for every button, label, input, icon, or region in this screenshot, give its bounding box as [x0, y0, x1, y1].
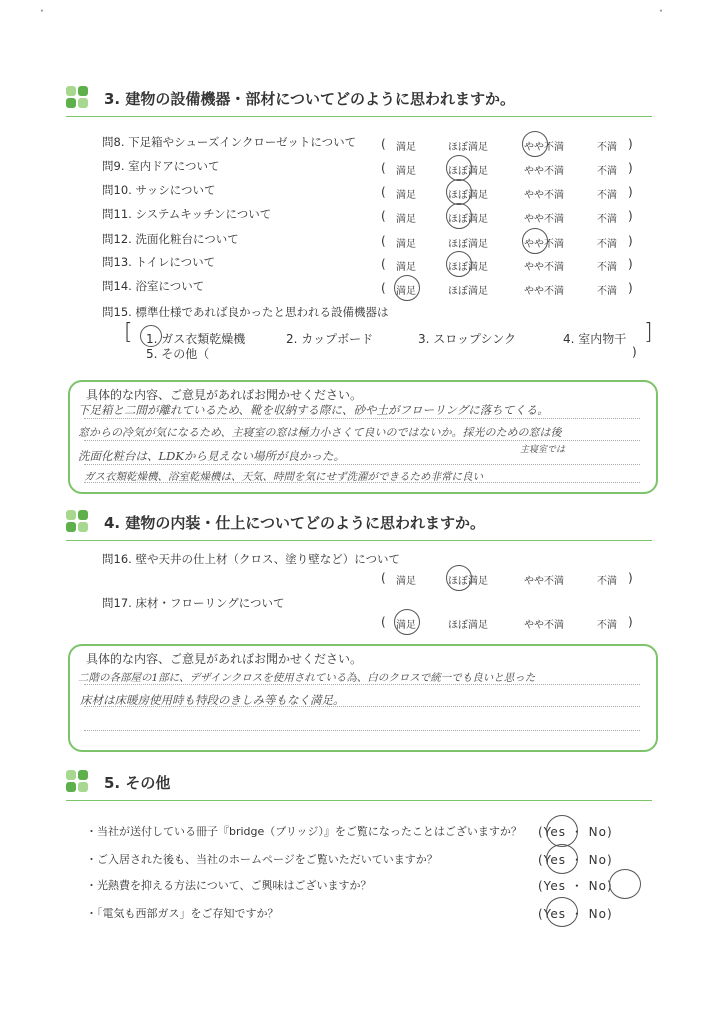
s4-row-0-option-2[interactable]: やや不満: [524, 576, 564, 587]
section-3-title: 3. 建物の設備機器・部材についてどのように思われますか。: [104, 90, 516, 108]
s3-row-5-paren-close: ): [628, 257, 633, 271]
s4-row-1-option-1[interactable]: ほぼ満足: [448, 620, 488, 631]
section-4-title: 4. 建物の内装・仕上についてどのように思われますか。: [104, 514, 486, 532]
answer-3-no-mark: [609, 869, 641, 899]
dotted-line: [84, 418, 640, 419]
s3-row-5-option-2[interactable]: やや不満: [524, 262, 564, 273]
question-11-label: 問11. システムキッチンについて: [102, 207, 272, 221]
section-4-comment-box[interactable]: [68, 644, 658, 752]
s3-row-3-option-3[interactable]: 不満: [597, 214, 617, 225]
q15-option-5-close: ): [632, 345, 637, 359]
s4-row-0-paren-open: (: [381, 571, 386, 585]
q15-option-1[interactable]: 1. ガス衣類乾燥機: [146, 332, 246, 346]
s3-row-6-paren-open: (: [381, 281, 386, 295]
question-16-label: 問16. 壁や天井の仕上材（クロス、塗り壁など）について: [102, 552, 401, 566]
s3-row-4-option-1[interactable]: ほぼ満足: [448, 239, 488, 250]
s3-row-3-option-2[interactable]: やや不満: [524, 214, 564, 225]
s4-row-0-paren-close: ): [628, 571, 633, 585]
q15-option-5[interactable]: 5. その他（: [146, 347, 210, 361]
question-9-label: 問9. 室内ドアについて: [102, 159, 220, 173]
s3-row-6-option-1[interactable]: ほぼ満足: [448, 286, 488, 297]
s4-row-0-option-1[interactable]: ほぼ満足: [448, 576, 488, 587]
section-3-header: [66, 86, 652, 117]
s3-row-0-option-2[interactable]: やや不満: [524, 142, 564, 153]
section-3-comment-box[interactable]: [68, 380, 658, 494]
clover-icon: [66, 510, 92, 536]
comment-box-title: 具体的な内容、ご意見があればお聞かせください。: [86, 652, 363, 666]
s3-row-4-option-0[interactable]: 満足: [396, 239, 416, 250]
answer-1-yes-mark: [546, 815, 578, 847]
s3-row-3-selected-mark: [446, 203, 472, 229]
s3-row-0-option-0[interactable]: 満足: [396, 142, 416, 153]
s3-row-0-paren-open: (: [381, 137, 386, 151]
s4-row-1-option-0[interactable]: 満足: [396, 620, 416, 631]
s3-row-5-paren-open: (: [381, 257, 386, 271]
s3-row-1-selected-mark: [446, 155, 472, 181]
q15-bracket-right: ]: [644, 320, 653, 345]
s3-row-4-paren-open: (: [381, 234, 386, 248]
section-5-question-1: ・当社が送付している冊子『bridge（ブリッジ）』をご覧になったことはございますか？: [86, 825, 522, 838]
s3-row-2-option-0[interactable]: 満足: [396, 190, 416, 201]
s4-row-1-paren-open: (: [381, 615, 386, 629]
handwritten-comment-line-1: 二階の各部屋の1部に、デザインクロスを使用されている為、白のクロスで統一でも良いと思った: [78, 672, 536, 684]
s3-row-3-paren-close: ): [628, 209, 633, 223]
s4-row-0-option-0[interactable]: 満足: [396, 576, 416, 587]
s3-row-1-paren-close: ): [628, 161, 633, 175]
section-5-answer-3[interactable]: (Yes ・ No): [538, 879, 613, 893]
s3-row-1-option-2[interactable]: やや不満: [524, 166, 564, 177]
comment-box-title: 具体的な内容、ご意見があればお聞かせください。: [86, 388, 363, 402]
answer-4-yes-mark: [546, 897, 578, 927]
s3-row-5-option-0[interactable]: 満足: [396, 262, 416, 273]
section-5-title: 5. その他: [104, 774, 171, 792]
s3-row-1-paren-open: (: [381, 161, 386, 175]
s3-row-6-paren-close: ): [628, 281, 633, 295]
question-14-label: 問14. 浴室について: [102, 279, 205, 293]
s3-row-6-option-2[interactable]: やや不満: [524, 286, 564, 297]
page-marker-right: ・: [655, 4, 668, 18]
section-5-header: [66, 770, 652, 801]
handwritten-comment-line-4: ガス衣類乾燥機、浴室乾燥機は、天気、時間を気にせず洗濯ができるため非常に良い: [84, 471, 483, 483]
q15-option-2[interactable]: 2. カップボード: [286, 332, 374, 346]
question-12-label: 問12. 洗面化粧台について: [102, 232, 239, 246]
s3-row-2-option-3[interactable]: 不満: [597, 190, 617, 201]
s4-row-1-option-2[interactable]: やや不満: [524, 620, 564, 631]
page-marker-left: ・: [36, 4, 49, 18]
s3-row-0-option-3[interactable]: 不満: [597, 142, 617, 153]
q15-option-3[interactable]: 3. スロップシンク: [418, 332, 517, 346]
handwritten-comment-line-3: 洗面化粧台は、LDKから見えない場所が良かった。: [78, 449, 345, 463]
s3-row-5-option-1[interactable]: ほぼ満足: [448, 262, 488, 273]
q15-selected-mark: [140, 325, 162, 347]
section-5-answer-1[interactable]: (Yes ・ No): [538, 825, 613, 839]
question-10-label: 問10. サッシについて: [102, 183, 216, 197]
handwritten-comment-note: 主寝室では: [520, 445, 566, 455]
s3-row-1-option-0[interactable]: 満足: [396, 166, 416, 177]
q15-bracket-left: [: [124, 320, 133, 345]
handwritten-comment-line-2: 窓からの冷気が気になるため、主寝室の窓は極力小さくて良いのではないか。採光のための窓は後: [78, 426, 562, 439]
section-5-question-3: ・光熱費を抑える方法について、ご興味はございますか？: [86, 879, 372, 892]
s3-row-4-option-3[interactable]: 不満: [597, 239, 617, 250]
s3-row-2-paren-close: ): [628, 185, 633, 199]
s3-row-5-option-3[interactable]: 不満: [597, 262, 617, 273]
clover-icon: [66, 86, 92, 112]
s4-row-1-option-3[interactable]: 不満: [597, 620, 617, 631]
s3-row-1-option-1[interactable]: ほぼ満足: [448, 166, 488, 177]
s3-row-4-selected-mark: [522, 228, 548, 254]
section-5-answer-4[interactable]: (Yes ・ No): [538, 907, 613, 921]
s3-row-0-paren-close: ): [628, 137, 633, 151]
s4-row-0-option-3[interactable]: 不満: [597, 576, 617, 587]
question-8-label: 問8. 下足箱やシューズインクローゼットについて: [102, 135, 357, 149]
s3-row-4-paren-close: ): [628, 234, 633, 248]
s4-row-1-selected-mark: [394, 609, 420, 635]
s3-row-4-option-2[interactable]: やや不満: [524, 239, 564, 250]
section-4-header: [66, 510, 652, 541]
handwritten-comment-line-1: 下足箱と二間が離れているため、靴を収納する際に、砂や土がフローリングに落ちてくる。: [78, 403, 549, 417]
s3-row-1-option-3[interactable]: 不満: [597, 166, 617, 177]
s3-row-0-selected-mark: [522, 131, 548, 157]
s3-row-6-option-0[interactable]: 満足: [396, 286, 416, 297]
s3-row-2-option-1[interactable]: ほぼ満足: [448, 190, 488, 201]
q15-option-4[interactable]: 4. 室内物干: [563, 332, 627, 346]
s3-row-2-option-2[interactable]: やや不満: [524, 190, 564, 201]
handwritten-comment-line-2: 床材は床暖房使用時も特段のきしみ等もなく満足。: [80, 693, 345, 707]
dotted-line: [84, 730, 640, 731]
s4-row-0-selected-mark: [446, 565, 472, 591]
section-5-question-2: ・ご入居された後も、当社のホームページをご覧いただいていますか？: [86, 853, 438, 866]
s3-row-3-option-0[interactable]: 満足: [396, 214, 416, 225]
s3-row-3-option-1[interactable]: ほぼ満足: [448, 214, 488, 225]
s3-row-6-option-3[interactable]: 不満: [597, 286, 617, 297]
question-15-label: 問15. 標準仕様であれば良かったと思われる設備機器は: [102, 305, 389, 319]
section-5-question-4: ・「電気も西部ガス」をご存知ですか？: [86, 907, 279, 920]
s3-row-0-option-1[interactable]: ほぼ満足: [448, 142, 488, 153]
s3-row-2-paren-open: (: [381, 185, 386, 199]
s3-row-2-selected-mark: [446, 179, 472, 205]
s3-row-6-selected-mark: [394, 275, 420, 301]
answer-2-yes-mark: [546, 844, 578, 874]
dotted-line: [84, 440, 640, 441]
question-13-label: 問13. トイレについて: [102, 255, 216, 269]
dotted-line: [84, 464, 640, 465]
s4-row-1-paren-close: ): [628, 615, 633, 629]
s3-row-3-paren-open: (: [381, 209, 386, 223]
question-17-label: 問17. 床材・フローリングについて: [102, 596, 285, 610]
s3-row-5-selected-mark: [446, 251, 472, 277]
clover-icon: [66, 770, 92, 796]
section-5-answer-2[interactable]: (Yes ・ No): [538, 853, 613, 867]
